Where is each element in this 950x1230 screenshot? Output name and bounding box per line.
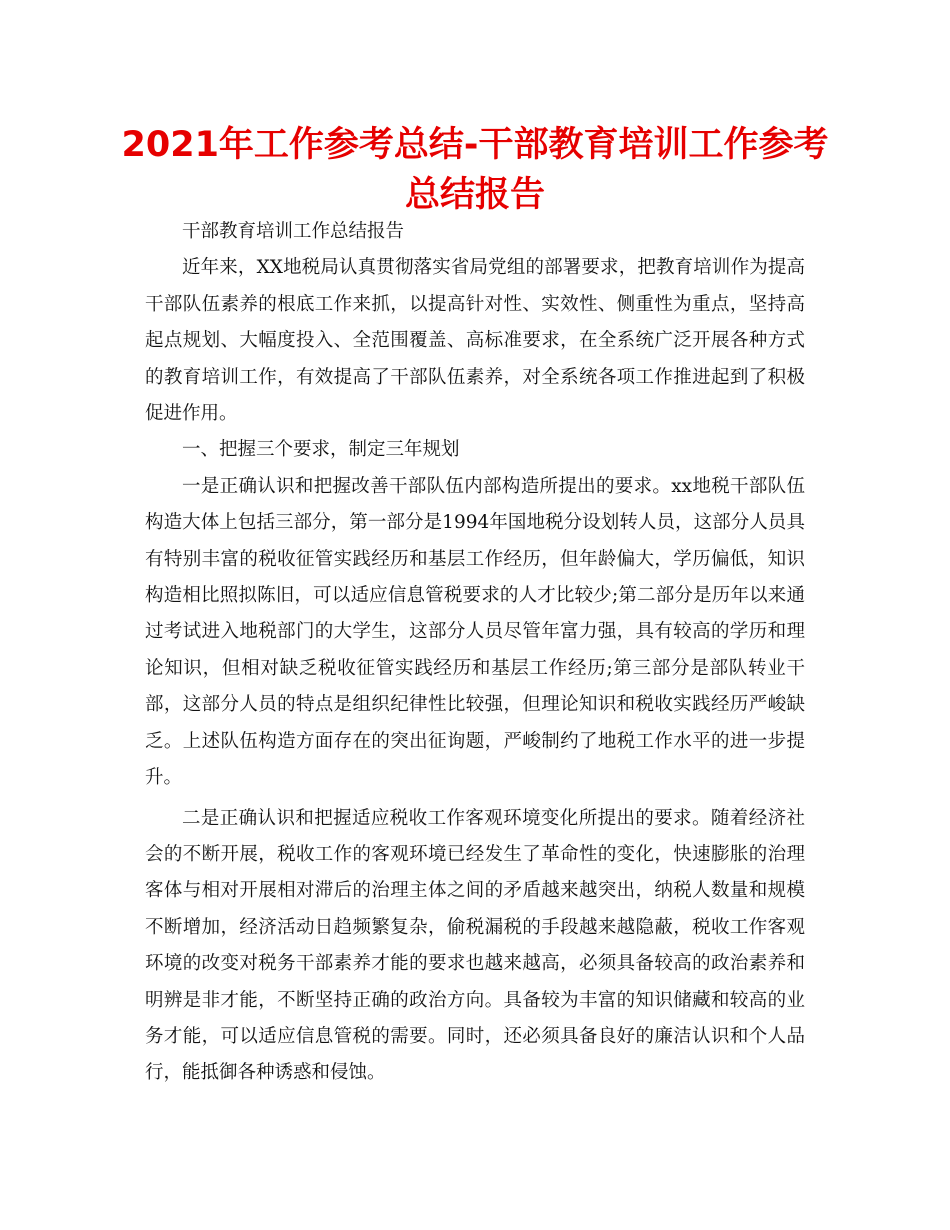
document-title: 2021年工作参考总结-干部教育培训工作参考总结报告: [121, 125, 829, 215]
paragraph-intro: 近年来，XX地税局认真贯彻落实省局党组的部署要求，把教育培训作为提高干部队伍素养的根底工作来抓，以提高针对性、实效性、侧重性为重点，坚持高起点规划、大幅度投入、全范围覆盖、高标准要求，在全系统广泛开展各种方式的教育培训工作，有效提高了干部队伍素养，对全系统各项工作推进起到了积极促进作用。: [145, 257, 805, 425]
paragraph-requirement-1: 一是正确认识和把握改善干部队伍内部构造所提出的要求。xx地税干部队伍构造大体上包括三部分，第一部分是1994年国地税分设划转人员，这部分人员具有特别丰富的税收征管实践经历和基层工作经历，但年龄偏大，学历偏低，知识构造相比照拟陈旧，可以适应信息管税要求的人才比较少;第二部分是历年以来通过考试进入地税部门的大学生，这部分人员尽管年富力强，具有较高的学历和理论知识，但相对缺乏税收征管实践经历和基层工作经历;第三部分是部队转业干部，这部分人员的特点是组织纪律性比较强，但理论知识和税收实践经历严峻缺乏。上述队伍构造方面存在的突出征询题，严峻制约了地税工作水平的进一步提升。: [145, 475, 805, 789]
section-heading: 一、把握三个要求，制定三年规划: [182, 439, 460, 461]
document-body: [145, 214, 805, 1092]
paragraph-requirement-2: 二是正确认识和把握适应税收工作客观环境变化所提出的要求。随着经济社会的不断开展，税收工作的客观环境已经发生了革命性的变化，快速膨胀的治理客体与相对开展相对滞后的治理主体之间的矛盾越来越突出，纳税人数量和规模不断增加，经济活动日趋频繁复杂，偷税漏税的手段越来越隐蔽，税收工作客观环境的改变对税务干部素养才能的要求也越来越高，必须具备较高的政治素养和明辨是非才能，不断坚持正确的政治方向。具备较为丰富的知识储藏和较高的业务才能，可以适应信息管税的需要。同时，还必须具备良好的廉洁认识和个人品行，能抵御各种诱惑和侵蚀。: [145, 807, 805, 1084]
paragraph-subtitle: 干部教育培训工作总结报告: [182, 221, 405, 242]
